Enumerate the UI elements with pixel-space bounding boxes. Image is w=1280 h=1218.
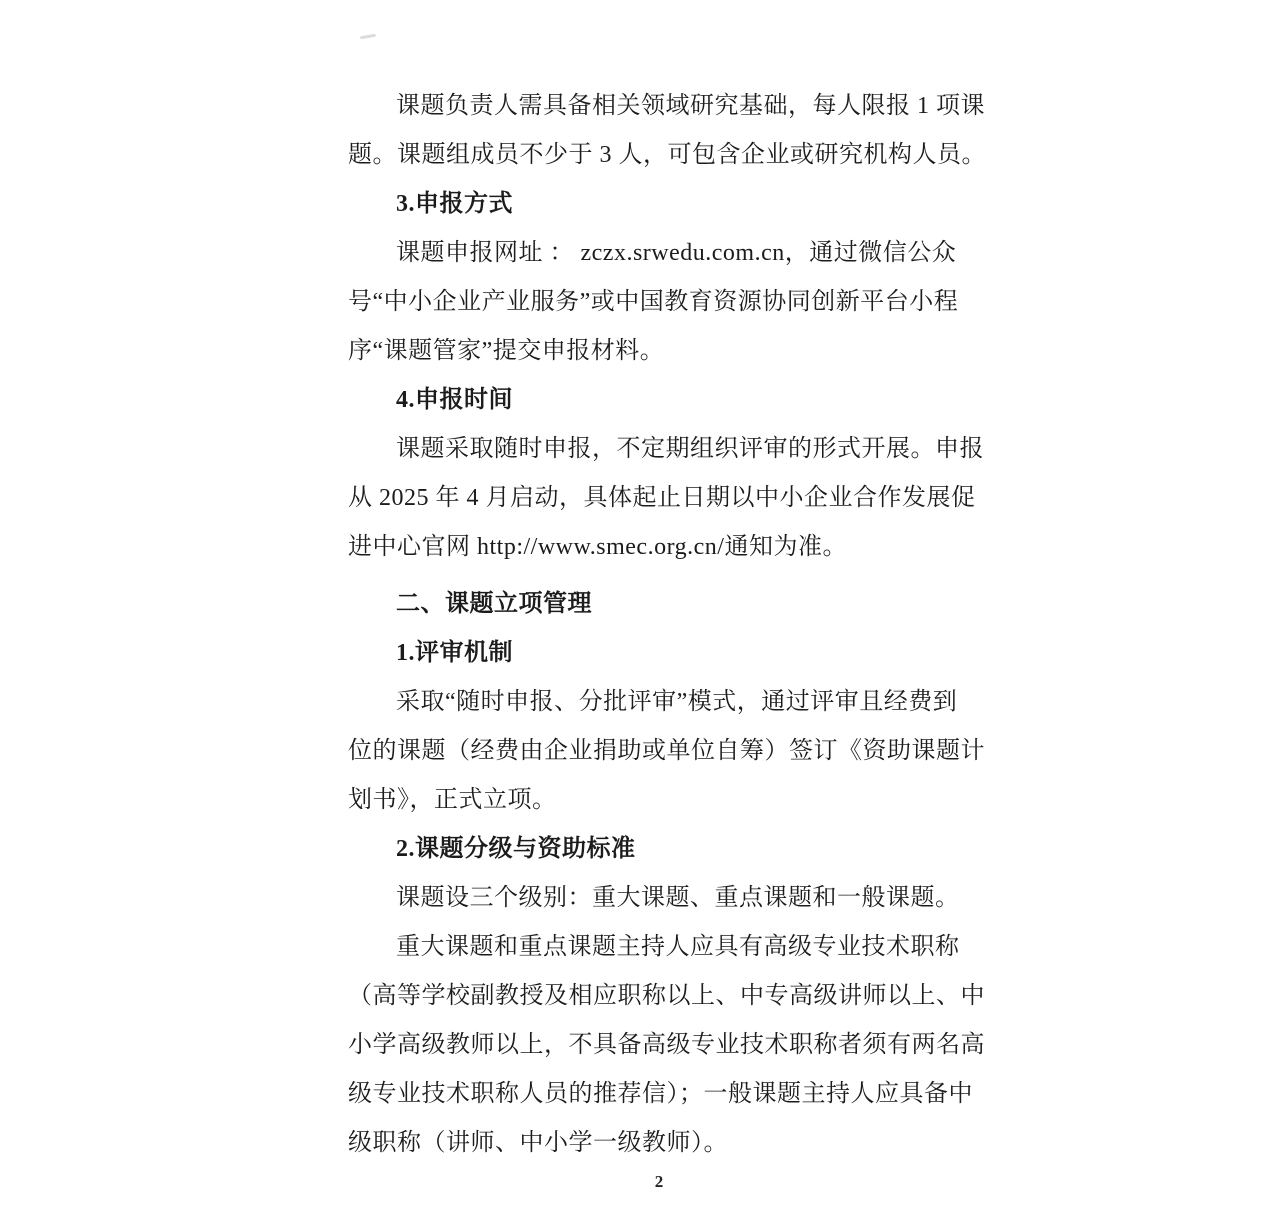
body-line: 重大课题和重点课题主持人应具有高级专业技术职称 bbox=[396, 934, 960, 960]
body-line: 课题申报网址 ： zczx.srwedu.com.cn，通过微信公众 bbox=[396, 240, 957, 266]
body-line: 题。课题组成员不少于 3 人，可包含企业或研究机构人员。 bbox=[348, 142, 986, 168]
scan-smudge-artifact bbox=[360, 34, 376, 40]
body-line: 级职称（讲师、中小学一级教师）。 bbox=[348, 1130, 728, 1156]
subheading-line: 3.申报方式 bbox=[396, 191, 513, 217]
body-line: 课题采取随时申报，不定期组织评审的形式开展。申报 bbox=[396, 436, 984, 462]
subheading-line: 4.申报时间 bbox=[396, 387, 513, 413]
body-line: 位的课题（经费由企业捐助或单位自筹）签订《资助课题计 bbox=[348, 738, 985, 764]
subheading-line: 1.评审机制 bbox=[396, 640, 513, 666]
body-line: 小学高级教师以上，不具备高级专业技术职称者须有两名高 bbox=[348, 1032, 985, 1058]
page-number: 2 bbox=[654, 1172, 664, 1191]
body-line: （高等学校副教授及相应职称以上、中专高级讲师以上、中 bbox=[348, 983, 985, 1009]
body-line: 进中心官网 http://www.smec.org.cn/通知为准。 bbox=[348, 534, 847, 560]
document-body bbox=[348, 82, 986, 1168]
body-line: 划书》，正式立项。 bbox=[348, 787, 557, 813]
body-line: 号“中小企业产业服务”或中国教育资源协同创新平台小程 bbox=[348, 289, 959, 315]
body-line: 课题设三个级别：重大课题、重点课题和一般课题。 bbox=[396, 885, 960, 911]
body-line: 采取“随时申报、分批评审”模式，通过评审且经费到 bbox=[396, 689, 958, 715]
body-line: 级专业技术职称人员的推荐信）；一般课题主持人应具备中 bbox=[348, 1081, 973, 1107]
subheading-line: 2.课题分级与资助标准 bbox=[396, 836, 636, 862]
body-line: 从 2025 年 4 月启动，具体起止日期以中小企业合作发展促 bbox=[348, 485, 976, 511]
body-line: 课题负责人需具备相关领域研究基础，每人限报 1 项课 bbox=[396, 93, 985, 119]
section-heading-line: 二、课题立项管理 bbox=[396, 591, 592, 617]
body-line: 序“课题管家”提交申报材料。 bbox=[348, 338, 665, 364]
